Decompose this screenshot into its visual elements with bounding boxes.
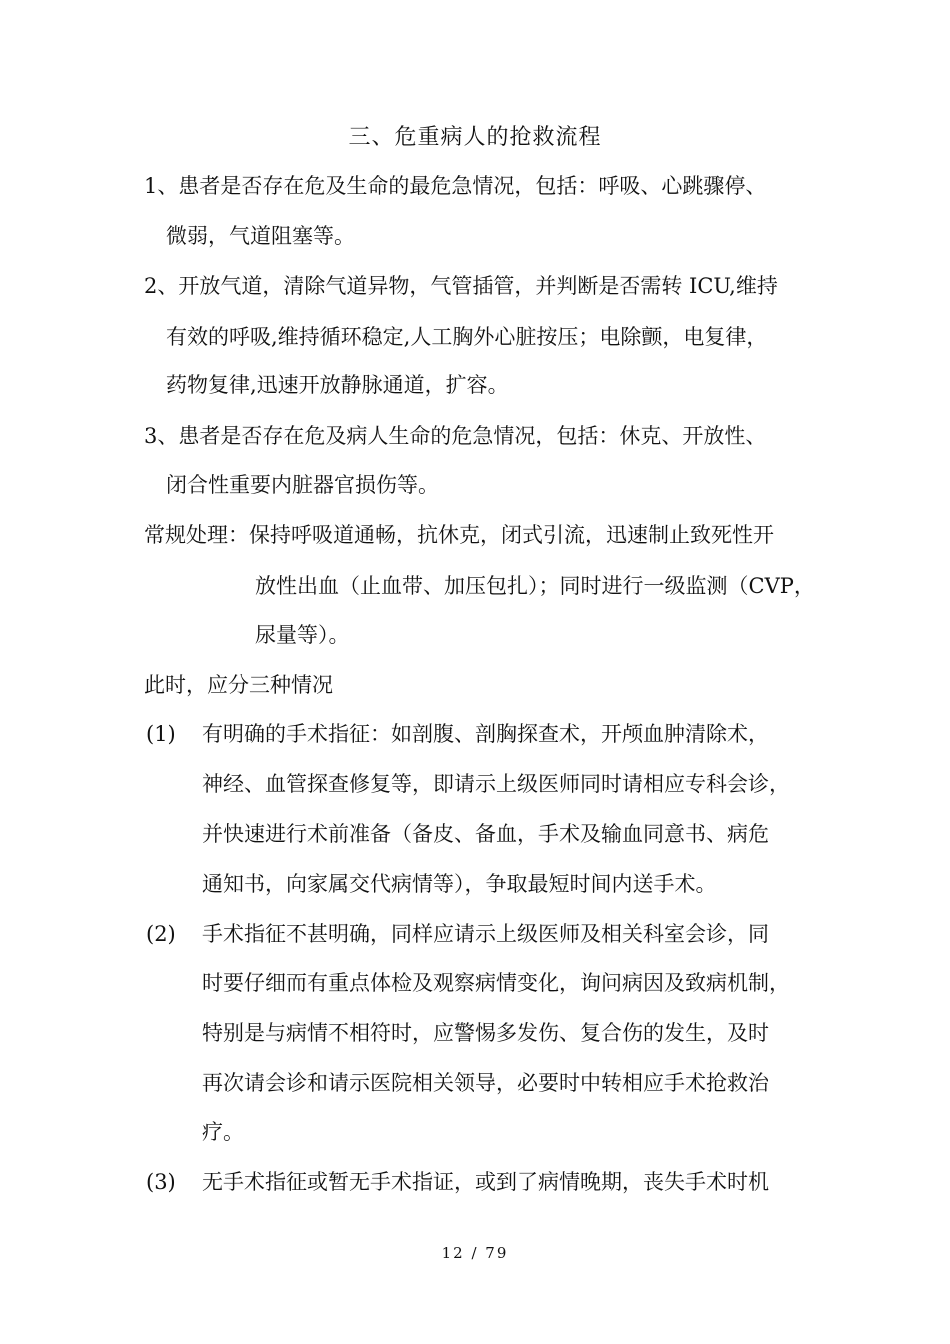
routine-line-2: 放性出血（止血带、加压包扎）；同时进行一级监测（CVP， <box>255 574 815 598</box>
item-1-line-2: 微弱，气道阻塞等。 <box>166 224 355 248</box>
case-2-line-4: 再次请会诊和请示医院相关领导，必要时中转相应手术抢救治 <box>202 1071 769 1095</box>
case-2-marker: (2) <box>146 922 176 946</box>
item-2-line-2: 有效的呼吸,维持循环稳定,人工胸外心脏按压；电除颤，电复律， <box>166 325 768 349</box>
routine-line-3: 尿量等）。 <box>255 623 350 647</box>
case-2-line-2: 时要仔细而有重点体检及观察病情变化，询问病因及致病机制， <box>202 971 790 995</box>
case-2-line-3: 特别是与病情不相符时，应警惕多发伤、复合伤的发生，及时 <box>202 1021 769 1045</box>
item-2-line-1: 2、开放气道，清除气道异物，气管插管，并判断是否需转 ICU,维持 <box>144 274 778 298</box>
item-3-line-1: 3、患者是否存在危及病人生命的危急情况，包括：休克、开放性、 <box>144 424 767 448</box>
case-2-line-1: 手术指征不甚明确，同样应请示上级医师及相关科室会诊，同 <box>202 922 769 946</box>
routine-line-1: 常规处理：保持呼吸道通畅，抗休克，闭式引流，迅速制止致死性开 <box>144 523 774 547</box>
case-1-marker: (1) <box>146 722 176 746</box>
case-3-line-1: 无手术指征或暂无手术指证，或到了病情晚期，丧失手术时机 <box>202 1170 769 1194</box>
page-title: 三、危重病人的抢救流程 <box>348 125 602 150</box>
case-1-line-2: 神经、血管探查修复等，即请示上级医师同时请相应专科会诊， <box>202 772 790 796</box>
case-2-line-5: 疗。 <box>202 1120 244 1144</box>
case-1-line-3: 并快速进行术前准备（备皮、备血，手术及输血同意书、病危 <box>202 822 769 846</box>
case-1-line-1: 有明确的手术指征：如剖腹、剖胸探查术，开颅血肿清除术， <box>202 722 769 746</box>
item-3-line-2: 闭合性重要内脏器官损伤等。 <box>166 473 439 497</box>
item-2-line-3: 药物复律,迅速开放静脉通道，扩容。 <box>166 373 509 397</box>
cases-intro: 此时，应分三种情况 <box>144 673 333 697</box>
page-number: 12 / 79 <box>441 1244 509 1262</box>
item-1-line-1: 1、患者是否存在危及生命的最危急情况，包括：呼吸、心跳骤停、 <box>144 174 767 198</box>
case-3-marker: (3) <box>146 1170 176 1194</box>
case-1-line-4: 通知书，向家属交代病情等），争取最短时间内送手术。 <box>202 872 717 896</box>
